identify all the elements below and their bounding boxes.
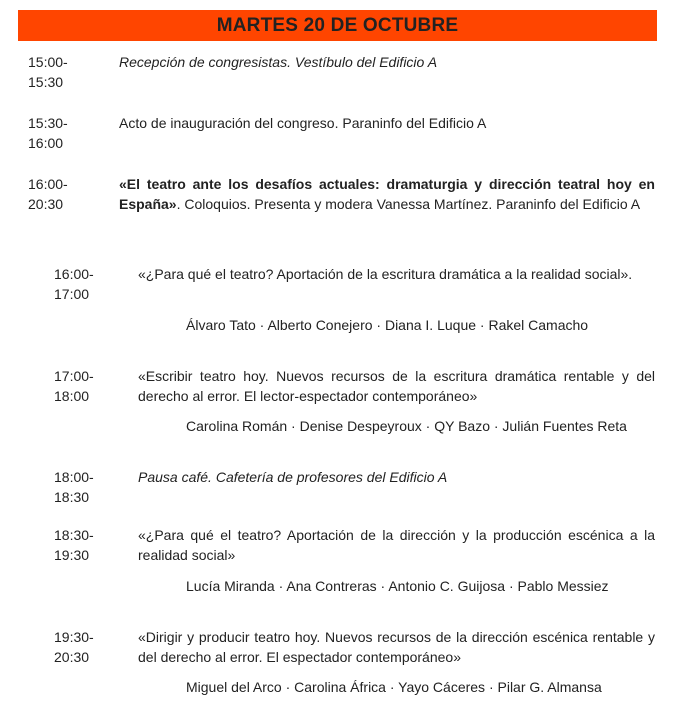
session-title: Pausa café. Cafetería de profesores del Edificio A (138, 469, 448, 485)
session-speakers: Miguel del Arco · Carolina África · Yayo Cáceres · Pilar G. Almansa (186, 679, 602, 695)
session-time: 18:00- 18:30 (54, 469, 94, 505)
session-time: 19:30- 20:30 (54, 629, 94, 665)
item-time: 16:00- 20:30 (28, 176, 68, 212)
session-speakers: Álvaro Tato · Alberto Conejero · Diana I. Luque · Rakel Camacho (186, 317, 589, 333)
session-speakers: Lucía Miranda · Ana Contreras · Antonio C. Guijosa · Pablo Messiez (186, 578, 609, 594)
session-title: «¿Para qué el teatro? Aportación de la escritura dramática a la realidad social». (138, 266, 633, 282)
item-detail: . Coloquios. Presenta y modera Vanessa Martínez. Paraninfo del Edificio A (176, 196, 641, 212)
session-time: 18:30- 19:30 (54, 527, 94, 563)
item-time: 15:30- 16:00 (28, 115, 68, 151)
session-speakers: Carolina Román · Denise Despeyroux · QY Bazo · Julián Fuentes Reta (186, 418, 627, 434)
day-header-banner (18, 10, 657, 41)
item-description: Recepción de congresistas. Vestíbulo del Edificio A (119, 54, 438, 70)
item-time: 15:00- 15:30 (28, 54, 68, 90)
session-title: «¿Para qué el teatro? Aportación de la dirección y la producción escénica a la realidad social» (138, 527, 655, 563)
item-description: Acto de inauguración del congreso. Paraninfo del Edificio A (119, 115, 487, 131)
session-title: «Dirigir y producir teatro hoy. Nuevos recursos de la dirección escénica rentable y del derecho al error. El espectador contemporáneo» (138, 629, 655, 665)
item-title: «El teatro ante los desafíos actuales: dramaturgia y dirección teatral hoy en España» (119, 176, 655, 212)
session-title: «Escribir teatro hoy. Nuevos recursos de la escritura dramática rentable y del derecho al error. El lector-espectador contemporáneo» (138, 368, 655, 404)
day-title: MARTES 20 DE OCTUBRE (216, 14, 459, 36)
session-time: 17:00- 18:00 (54, 368, 94, 404)
item-description (119, 174, 655, 214)
session-time: 16:00- 17:00 (54, 266, 94, 302)
